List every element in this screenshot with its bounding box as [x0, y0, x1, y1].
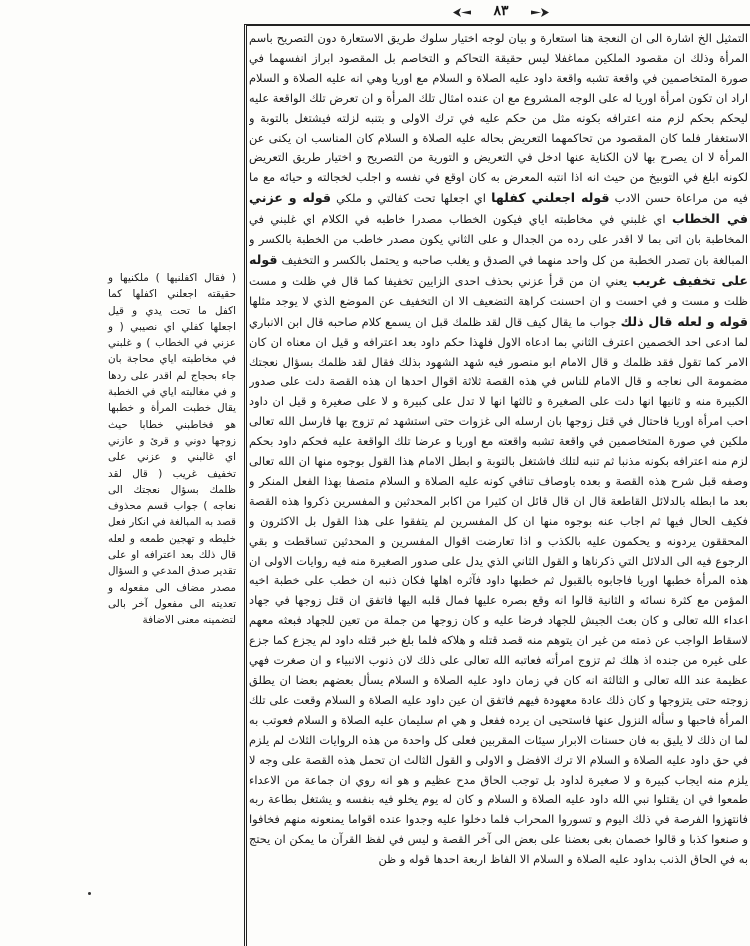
commentary-text: اي غلبني في مخاطبته اياي فيكون الخطاب مصدرا خاطبه في الكلام اي غلبني في المخاطبة بان اتى بما لا اقدر على رده من الجدال و على الثاني يكون مصدر خاطب من الخطبة بالكسر و المبالغة بان تصدر الخطبة من كل واحد منهما في الصدق و يغلب صاحبه و يحتمل بالكسر و التخفيف — [249, 212, 748, 267]
page-number: ٨٣ — [493, 3, 509, 19]
left-ornament-icon — [452, 7, 472, 18]
ink-dot — [88, 892, 91, 895]
commentary-paragraph — [249, 29, 748, 870]
right-ornament-icon — [530, 7, 550, 18]
commentary-text: التمثيل الخ اشارة الى ان النعجة هنا استعارة و بيان لوجه اختيار سلوك طريق الاستعارة دون التصريح باسم المرأة وذلك ان مقصود الملكين مماغفلا ليس حقيقة التحاكم و التخاصم بل المقصود ابراز انفسهما في صورة المتخاصمين في واقعة تشبه واقعة داود عليه الصلاة و السلام مع اوريا وهي انه عليه الصلاة و السلام اراد ان تكون امرأة اوريا له على الوجه المشروع مع ان عنده امثال تلك المرأة و ان تعرض تلك الواقعة عليه ليحكم بحكم لزم منه اعترافه بكونه مثل من حكم عليه في ترك الاولى و بتنبه لزلته فيشتغل بالتوبة و الاستغفار فلما كان المقصود من تحاكمهما التعريض بحاله عليه الصلاة و السلام كان المناسب ان يكنى عن المرأة لا ان يصرح بها لان الكناية عنها ادخل في التعريض و التورية من التصريح و اختيار طريق التعريض لكونه ابلغ في التوبيخ من حيث انه اذا انتبه المعرض به كان اوقع في نفسه و اجلب لخجالته و حيائه مع ما فيه من مراعاة حسن الادب — [249, 31, 748, 206]
lemma-heading: قوله و عزني في الخطاب — [249, 190, 748, 227]
margin-text: ( فقال اكفلنيها ) ملكنيها و حقيقته اجعلني اكفلها كما اكفل ما تحت يدي و قيل اجعلها كفلي اي نصيبي ( و عزني في الخطاب ) و غلبني في مخاطبته اياي محاجة بان جاء بحجاج لم اقدر على ردها و في مغالبته اياي في الخطبة يقال خطبت المرأة و خطبها هو فخاطبني خطابا حيث زوجها دوني و قرئ و عازني اي غالبني و عزني على تخفيف غريب ( قال لقد ظلمك بسؤال نعجتك الى نعاجه ) جواب قسم محذوف قصد به المبالغة في انكار فعل خليطه و تهجين طمعه و لعله قال ذلك بعد اعترافه او على تقدير صدق المدعي و السؤال مصدر مضاف الى مفعوله و تعديته الى مفعول آخر بالى لتضمينه معنى الاضافة — [108, 272, 236, 627]
page-header — [0, 3, 750, 21]
lemma-heading: قوله على تخفيف غريب — [249, 251, 748, 288]
commentary-column — [249, 29, 748, 939]
commentary-text: جواب ما يقال كيف قال لقد ظلمك قبل ان يسمع كلام صاحبه قال ابن الانباري لما ادعى احد الخصمين اعترف الثاني بما ادعاه الاول فلهذا حكم داود بعد اعترافه و قيل ان معناه ان كان الامر كما تقول فقد ظلمك و قال الامام ابو منصور فيه شهد الشهود بذلك فقال لقد ظلمك بسؤال نعجتك مضمومة الى نعاجه و قال الامام للناس في هذه القصة ثلاثة اقوال احدها ان هذه القصة دلت على صدور الكبيرة منه و ثانيها انها دلت على الصغيرة و ثالثها انها لا تدل على كبيرة و لا على صغيرة و قيل ان داود احب امرأة اوريا فاحتال في قتل زوجها بان ارسله الى غزوات حتى استشهد ثم تزوج بها فارسل الله تعالى ملكين في صورة المتخاصمين في واقعة تشبه واقعته مع اوريا و عرضا تلك الواقعة عليه فحكم داود بحكم لزم منه اعترافه بكونه مذنبا ثم تنبه لتلك فاشتغل بالتوبة و ابطل الامام هذا القول بوجوه منها ان الله تعالى وصفه قبل شرح هذه القصة و بعده باوصاف تنافي كونه عليه الصلاة و السلام متصفا بهذا الفعل المنكر و بعد ما ابطله بالدلائل القاطعة قال ان قال قائل ان كثيرا من اكابر المحدثين و المفسرين ذكروا هذه القصة فكيف الحال فيها ثم اجاب عنه بوجوه منها ان كل المفسرين لم يتفقوا على هذا القول بل الاكثرون و المحققون يردونه و يحكمون عليه بالكذب و اذا تعارضت اقوال المفسرين و المحدثين تساقطت و بقي الرجوع فيه الى الدلائل التي ذكرناها و القول الثاني الذي يدل على صدور الصغيرة منه فيه روايات الاولى ان هذه المرأة خطبها اوريا فاجابوه بالقبول ثم خطبها داود فآثره اهلها فكان ذنبه ان خطب على خطبة اخيه المؤمن مع كثرة نسائه و الثانية قالوا انه وقع بصره عليها فمال قلبه اليها فاتفق ان قتل زوجها في جهاد اعداء الله تعالى و كان بعث الجيش للجهاد فرضا عليه و كان زوجها من جملة من تعين للجهاد فبعثه معهم لاسقاط الواجب عن ذمته من غير ان يتوهم منه قصد قتله و هلاكه فلما بلغ خبر قتله داود لم يجزع كما جزع على غيره من جنده اذ هلك ثم تزوج امرأته فعاتبه الله تعالى على ذلك لان ذنوب الانبياء و ان صغرت فهي عظيمة عند الله تعالى و الثالثة انه كان في زمان داود عليه الصلاة و السلام يسأل بعضهم بعضا ان يطلق زوجته حتى يتزوجها و كان ذلك عادة معهودة فيهم فاتفق ان عين داود عليه الصلاة و السلام وقعت على تلك المرأة فاحبها و سأله النزول عنها فاستحيى ان يرده ففعل و هي ام سليمان عليه الصلاة و السلام فعوتب به لما ان ذلك لا يليق به فان حسنات الابرار سيئات المقربين فعلى كل واحدة من هذه الروايات الثلاث لم يلزم في حق داود عليه الصلاة و السلام الا ترك الافضل و الاولى و القول الثالث ان تحمل هذه القصة على وجه لا يلزم منه ايجاب كبيرة و لا صغيرة لداود بل توجب الحاق مدح عظيم و هو انه روي ان جماعة من الاعداء طمعوا في ان يقتلوا نبي الله داود عليه الصلاة و السلام و كان له يوم يخلو فيه بنفسه و يشتغل بطاعة ربه فانتهزوا الفرصة في ذلك اليوم و تسوروا المحراب فلما دخلوا عليه وجدوا عنده اقواما يمنعونه منهم فخافوا و صنعوا كذبا و قالوا خصمان بغى بعضنا على بعض الى آخر القصة و ليس في لفظ القرآن ما يمكن ان يحتج به في الحاق الذنب بداود عليه الصلاة و السلام الا الفاظ اربعة احدها قوله و ظن — [249, 314, 748, 867]
lemma-heading: قوله اجعلني كفلها — [491, 190, 610, 206]
commentary-text: يعني ان من قرأ عزني بحذف احدى الزايين تخفيفا كما قال في ظلت و مست ظلت و مست و في احست و ان احسنت كراهة التضعيف الا ان التخفيف عن الموضع الذي لا يوجد مثلها — [249, 273, 748, 308]
commentary-text: اي اجعلها تحت كفالتي و ملكي — [336, 191, 486, 206]
margin-text-column — [108, 270, 236, 629]
lemma-heading: قوله و لعله قال ذلك — [620, 313, 748, 329]
